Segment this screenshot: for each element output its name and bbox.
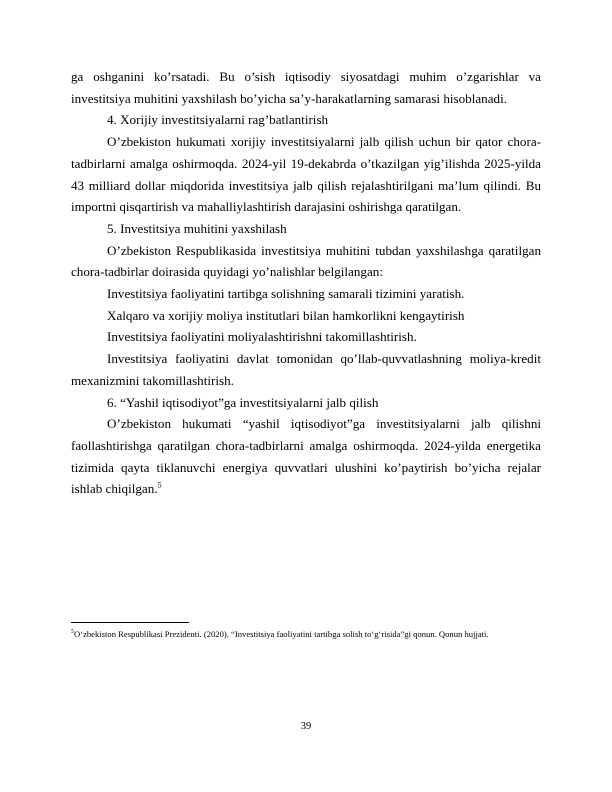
- list-item-1: Investitsiya faoliyatini tartibga solishning samarali tizimini yaratish.: [107, 286, 465, 302]
- footnote-reference[interactable]: 5: [157, 481, 162, 490]
- footnote-text: O‘zbekiston Respublikasi Prezidenti. (2020). “Investitsiya faoliyatini tartibga solish to‘g‘risida”gi qonun. Qonun hujjati.: [74, 629, 489, 639]
- paragraph-continuation: ga oshganini ko’rsatadi. Bu o’sish iqtisodiy siyosatdagi muhim o’zgarishlar va investitsiya muhitini yaxshilash bo’yicha sa’y-harakatlarning samarasi hisoblanadi.: [71, 69, 541, 106]
- section-heading-5: 5. Investitsiya muhitini yaxshilash: [107, 220, 287, 236]
- list-item-4: Investitsiya faoliyatini davlat tomonidan qo’llab-quvvatlashning moliya-kredit mexanizmini takomillashtirish.: [71, 351, 541, 388]
- paragraph-green-economy: [71, 413, 541, 500]
- section-heading-4: 4. Xorijiy investitsiyalarni rag’batlantirish: [107, 112, 329, 128]
- footnote: [71, 624, 541, 644]
- page-number: 39: [300, 721, 312, 732]
- document-body: [71, 66, 541, 500]
- list-item-3: Investitsiya faoliyatini moliyalashtirishni takomillashtirish.: [107, 329, 417, 345]
- footnote-marker: 5: [71, 629, 74, 636]
- footnote-divider: [71, 622, 189, 623]
- paragraph-investment-climate: O’zbekiston Respublikasida investitsiya muhitini tubdan yaxshilashga qaratilgan chora-tadbirlar doirasida quyidagi yo’nalishlar belgilangan:: [71, 242, 541, 280]
- paragraph-green-economy-text: O’zbekiston hukumati “yashil iqtisodiyot”ga investitsiyalarni jalb qilishni faollashtirishga qaratilgan chora-tadbirlarni amalga oshirmoqda. 2024-yilda energetika tizimida qayta tiklanuvchi energiya quvvatlari ulushini ko’paytirish bo’yicha rejalar ishlab chiqilgan.: [71, 416, 541, 497]
- list-item-2: Xalqaro va xorijiy moliya institutlari bilan hamkorlikni kengaytirish: [107, 307, 465, 323]
- paragraph-foreign-investment: O’zbekiston hukumati xorijiy investitsiyalarni jalb qilish uchun bir qator chora-tadbirlarni amalga oshirmoqda. 2024-yil 19-dekabrda o’tkazilgan yig’ilishda 2025-yilda 43 milliard dollar miqdorida investitsiya jalb qilish rejalashtirilgani ma’lum qilindi. Bu importni qisqartirish va mahalliylashtirish darajasini oshirishga qaratilgan.: [71, 134, 541, 215]
- section-heading-6: 6. “Yashil iqtisodiyot”ga investitsiyalarni jalb qilish: [107, 394, 379, 410]
